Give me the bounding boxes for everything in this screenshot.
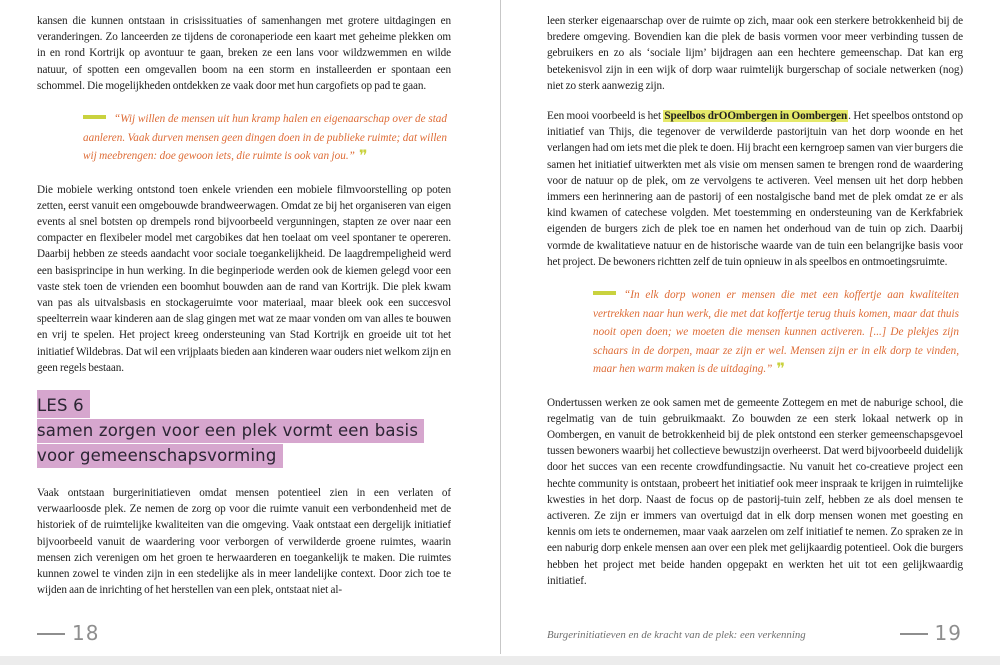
quote-dash-icon xyxy=(83,115,106,119)
page-number-right xyxy=(900,621,962,645)
paragraph: Vaak ontstaan burgerinitiatieven omdat mensen potentieel zien in een verlaten of verwaarloosde plek. Ze nemen de zorg op voor die ruimte vanuit een verbondenheid met de historiek of de ruimtelijke kwaliteiten van die omgeving. Vaak ontstaat een dergelijk initiatief bijvoorbeeld vanuit de waardering voor verborgen of verwilderde groene ruimtes, waarin mensen zich verenigen om het groen te herwaarderen en toegankelijk te maken. Die ruimtes kunnen zowel te vinden zijn in een stedelijke als in meer landelijke context. Door zich toe te wijden aan de inrichting of het herstellen van een plek, ontstaat niet al- xyxy=(37,486,451,597)
page-left-content xyxy=(37,13,451,619)
paragraph: Die mobiele werking ontstond toen enkele vrienden een mobiele filmvoorstelling op poten zetten, eerst vanuit een omgebouwde brandweerwagen. Omdat ze bij het organiseren van eigen events al snel botsten op drempels rond bijvoorbeeld vergunningen, stapten ze over naar een compacter en flexibeler model met cargobikes dat hen toelaat om veel spontaner te opereren. Daarbij hebben ze steeds aandacht voor sociale toegankelijkheid. De laagdrempeligheid werd een basisprincipe in hun werking. In die beginperiode werden ook de kiemen gelegd voor een vaste stek toen de vrienden een boomhut bouwden aan de rand van Kortrijk. Die plek kwam van pas als uitvalsbasis en stockageruimte voor materiaal, maar bleek ook een succesvol speelterrein waar kinderen aan de slag gingen met wat ze maar vonden om van alles te bouwen en vrij te spelen. Het project kreeg ondersteuning van Stad Kortrijk en groeide uit tot het initiatief Wildebras. Dat wil een vrijplaats bieden aan kinderen waar ouders niet welkom zijn en geen regels bestaan. xyxy=(37,183,451,374)
page-right xyxy=(500,0,1000,665)
quote-close-icon: ❞ xyxy=(358,146,368,166)
paragraph: leen sterker eigenaarschap over de ruimte op zich, maar ook een sterkere betrokkenheid bij de bredere omgeving. Bovendien kan die plek de basis vormen voor meer verbinding tussen de gebruikers en zo als ‘sociale lijm’ bijdragen aan een hechtere gemeenschap. Dat kan erg betekenisvol zijn in een wijk of dorp waar ruimtelijk burgerschap of sociale netwerken (nog) niet zo sterk aanwezig zijn. xyxy=(547,15,963,92)
pull-quote xyxy=(83,110,447,166)
quote-dash-icon xyxy=(593,291,616,295)
page-number-left xyxy=(37,621,99,645)
quote-text: “Wij willen de mensen uit hun kramp halen en eigenaarschap over de stad aanleren. Vaak durven mensen geen dingen doen in de publieke ruimte; dat willen wij meebrengen: doe gewoon iets, die ruimte is ook van jou.” xyxy=(83,113,447,163)
page-number-value: 18 xyxy=(72,621,100,645)
page-right-content xyxy=(547,13,963,619)
paragraph xyxy=(547,108,963,270)
page-number-value: 19 xyxy=(934,621,962,645)
quote-close-icon: ❞ xyxy=(776,359,785,379)
paragraph-text: Een mooi voorbeeld is het xyxy=(547,110,664,123)
running-title: Burgerinitiatieven en de kracht van de plek: een verkenning xyxy=(547,629,806,641)
quote-text: “In elk dorp wonen er mensen die met een koffertje aan kwaliteiten vertrekken naar hun werk, die met dat koffertje terug thuis komen, maar dat thuis nooit open doen; we moeten die mensen kunnen activeren. [...] De plekjes zijn schaars in de dorpen, maar ze zijn er wel. Mensen zijn er in elk dorp te vinden, maar hen warm maken is de uitdaging.” xyxy=(593,289,959,376)
heading-line-3: voor gemeenschapsvorming xyxy=(37,444,283,468)
page-number-dash xyxy=(900,633,928,635)
page-bottom-edge xyxy=(0,656,1000,665)
page-number-dash xyxy=(37,633,65,635)
page-right-footer xyxy=(500,621,1000,645)
heading-line-2: samen zorgen voor een plek vormt een basis xyxy=(37,419,424,443)
paragraph: kansen die kunnen ontstaan in crisissituaties of samenhangen met grotere uitdagingen en veranderingen. Zo lanceerden ze tijdens de coronaperiode een kaart met geheime plekken om in en rond Kortrijk op avontuur te gaan, breken ze een lans voor wildzwemmen en wilde natuur, of spotten een omgevallen boom na een storm en installeerden er spontaan een schommel. Die mogelijkheden ontdekken ze vaak door met hun cargofiets op pad te gaan. xyxy=(37,15,451,92)
page-left-footer xyxy=(0,621,500,645)
pull-quote xyxy=(593,286,959,379)
chapter-heading xyxy=(37,390,451,469)
paragraph-text: . Het speelbos ontstond op initiatief van Thijs, die tegenover de verwilderde pastorijtuin van het dorp woonde en het verlangen had om iets met die plek te doen. Hij bracht een kerngroep samen van vier burgers die samen het initiatief uitwerkten met als visie om mensen samen te brengen rond de waardering voor de natuur op de plek, om ze vervolgens te activeren. Veel mensen uit het dorp hebben immers een herinnering aan de pastorij of een nostalgische band met de plek omdat ze er als kind kwamen of catechese volgden. Met toestemming en ondersteuning van de Kerkfabriek eigenden de burgers zich de plek toe en namen het onderhoud van de tuin op zich. Daarbij vormde de kwalitatieve natuur en de historische waarde van de tuin een belangrijke basis voor het project. De bewoners richtten zelf de tuin opnieuw in als speelbos en ontmoetingsruimte. xyxy=(547,110,963,268)
page-gutter-divider xyxy=(500,0,501,654)
paragraph: Ondertussen werken ze ook samen met de gemeente Zottegem en met de naburige school, die regelmatig van de tuin gebruikmaakt. Zo bouwden ze een sterk lokaal netwerk op in Oombergen, en vanuit de betrokkenheid bij de plek ontstond een sterker gemeenschapsgevoel tussen bewoners waarbij het collectieve bewustzijn overheerst. Dat werd bijvoorbeeld duidelijk door het succes van een recente crowdfundingsactie. Nu vanuit het co-creatieve project een hechte community is ontstaan, probeert het initiatief ook meer inspraak te krijgen in ruimtelijke kwesties in het dorp. Naast de focus op de pastorij-tuin zelf, hebben ze als doel mensen te activeren. Ze zijn er immers van overtuigd dat in elk dorp mensen wonen met goesting en kennis om iets te ondernemen, maar vaak aarzelen om zelf initiatief te nemen. Zo spraken ze in een naburig dorp enkele mensen aan over een plek met gelijkaardig potentieel. Ook die burgers hebben het project met beide handen opgepakt en werkten het uit tot een gelijkwaardig initiatief. xyxy=(547,396,963,587)
highlighted-project-name: Speelbos drOOmbergen in Oombergen xyxy=(664,110,848,123)
heading-line-1: LES 6 xyxy=(37,390,90,418)
